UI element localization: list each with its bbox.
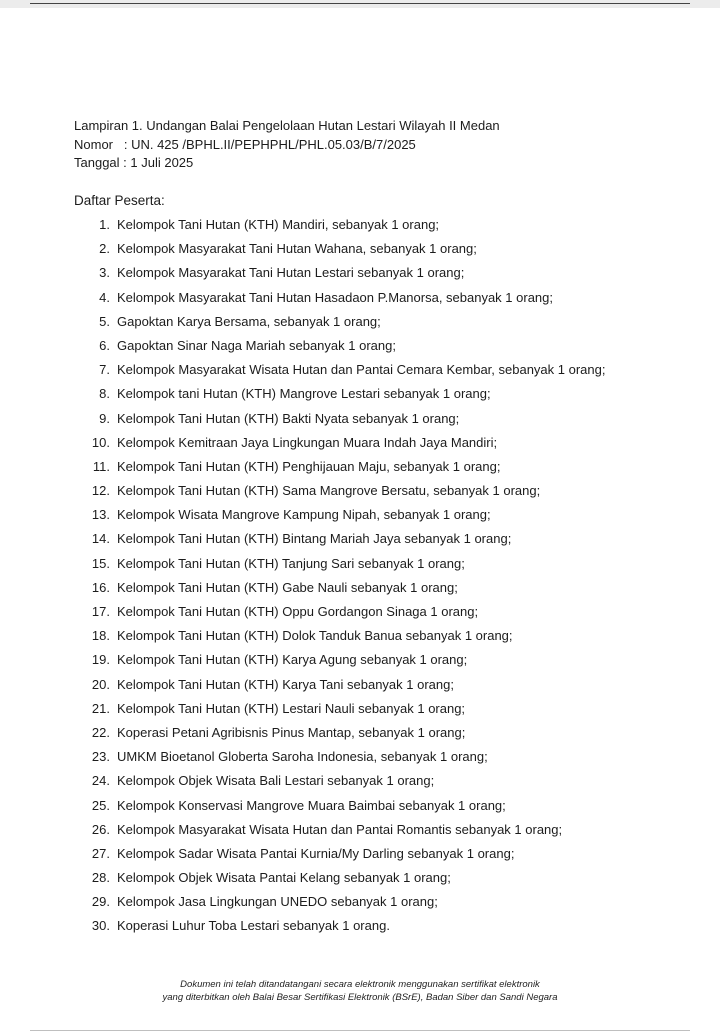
list-item-text: Gapoktan Karya Bersama, sebanyak 1 orang; [117,313,381,329]
list-item-number: 24. [91,773,110,789]
list-item-number: 12. [91,483,110,499]
list-item-text: Kelompok Tani Hutan (KTH) Penghijauan Maju, sebanyak 1 orang; [117,458,501,474]
list-item-text: Kelompok Tani Hutan (KTH) Bakti Nyata sebanyak 1 orang; [117,410,460,426]
list-item-number: 15. [91,555,110,571]
footer-line-1: Dokumen ini telah ditandatangani secara elektronik menggunakan sertifikat elektronik [180,979,540,990]
list-item-text: Kelompok Tani Hutan (KTH) Oppu Gordangon Sinaga 1 orang; [117,604,479,619]
list-item-text: Kelompok Masyarakat Tani Hutan Hasadaon P.Manorsa, sebanyak 1 orang; [117,289,554,305]
list-item-text: Kelompok Tani Hutan (KTH) Tanjung Sari sebanyak 1 orang; [117,555,465,571]
list-item-number: 14. [91,531,110,547]
list-item-number: 30. [91,918,110,934]
list-item [0,431,720,455]
list-item-text: Kelompok Tani Hutan (KTH) Karya Tani sebanyak 1 orang; [117,676,454,692]
list-item [0,673,720,697]
list-item-text: Koperasi Luhur Toba Lestari sebanyak 1 orang. [117,918,390,934]
list-item-number: 3. [99,265,110,281]
list-item-number: 25. [91,797,110,813]
list-item-number: 20. [91,676,110,692]
list-item [0,261,720,285]
list-item [0,286,720,310]
list-item [0,624,720,648]
participant-list-title: Daftar Peserta: [74,193,165,208]
list-item-number: 17. [91,604,110,619]
list-item-number: 4. [99,289,110,305]
list-item [0,866,720,890]
list-item [0,552,720,576]
list-item-number: 19. [91,652,110,668]
e-signature-footer [0,978,720,1004]
list-item-text: Kelompok Masyarakat Tani Hutan Wahana, sebanyak 1 orang; [117,241,477,257]
list-item-number: 21. [91,700,110,716]
bottom-divider [30,1030,690,1031]
list-item [0,576,720,600]
list-item [0,842,720,866]
list-item-text: Kelompok Konservasi Mangrove Muara Baimbai sebanyak 1 orang; [117,797,506,813]
list-item-number: 7. [99,362,110,378]
list-item-text: Kelompok Sadar Wisata Pantai Kurnia/My Darling sebanyak 1 orang; [117,845,515,861]
list-item [0,794,720,818]
list-item-number: 1. [99,217,110,232]
list-item [0,213,720,237]
list-item [0,479,720,503]
number-line: Nomor : UN. 425 /BPHL.II/PEPHPHL/PHL.05.03/B/7/2025 [74,136,416,152]
list-item [0,407,720,431]
list-item-number: 28. [91,870,110,886]
list-item-number: 6. [99,337,110,353]
list-item-text: Kelompok Tani Hutan (KTH) Dolok Tanduk Banua sebanyak 1 orang; [117,628,513,644]
page-top-strip [0,0,720,8]
list-item [0,527,720,551]
list-item-number: 8. [99,386,110,402]
list-item [0,745,720,769]
list-item [0,769,720,793]
list-item [0,358,720,382]
list-item-number: 22. [91,724,110,740]
list-item [0,697,720,721]
list-item-text: Kelompok tani Hutan (KTH) Mangrove Lestari sebanyak 1 orang; [117,386,491,402]
list-item-text: Kelompok Objek Wisata Bali Lestari sebanyak 1 orang; [117,773,435,789]
list-item-text: Gapoktan Sinar Naga Mariah sebanyak 1 orang; [117,337,396,353]
list-item-text: Kelompok Tani Hutan (KTH) Lestari Nauli sebanyak 1 orang; [117,700,466,716]
list-item-number: 29. [91,894,110,910]
document-header [74,117,500,173]
list-item [0,237,720,261]
list-item-number: 13. [91,507,110,523]
list-item-number: 9. [99,410,110,426]
list-item-number: 2. [99,241,110,257]
list-item-text: Kelompok Tani Hutan (KTH) Karya Agung sebanyak 1 orang; [117,652,468,668]
list-item [0,334,720,358]
list-item-text: Kelompok Tani Hutan (KTH) Sama Mangrove Bersatu, sebanyak 1 orang; [117,483,541,499]
list-item-number: 16. [91,579,110,595]
list-item [0,310,720,334]
list-item [0,648,720,672]
list-item-number: 27. [91,845,110,861]
list-item-number: 23. [91,749,110,765]
list-item-text: Kelompok Jasa Lingkungan UNEDO sebanyak 1 orang; [117,894,438,910]
list-item-text: Kelompok Masyarakat Wisata Hutan dan Pantai Cemara Kembar, sebanyak 1 orang; [117,362,606,378]
list-item [0,600,720,624]
date-line: Tanggal : 1 Juli 2025 [74,155,194,170]
list-item [0,721,720,745]
list-item [0,503,720,527]
attachment-line: Lampiran 1. Undangan Balai Pengelolaan Hutan Lestari Wilayah II Medan [74,118,500,133]
list-item-text: Kelompok Tani Hutan (KTH) Mandiri, sebanyak 1 orang; [117,217,440,232]
footer-line-2: yang diterbitkan oleh Balai Besar Sertifikasi Elektronik (BSrE), Badan Siber dan Sandi Negara [162,992,558,1003]
list-item-number: 26. [91,821,110,837]
list-item [0,890,720,914]
top-divider [30,3,690,4]
list-item-text: Kelompok Masyarakat Wisata Hutan dan Pantai Romantis sebanyak 1 orang; [117,821,563,837]
list-item-text: Kelompok Tani Hutan (KTH) Gabe Nauli sebanyak 1 orang; [117,579,458,595]
list-item-text: Kelompok Objek Wisata Pantai Kelang sebanyak 1 orang; [117,870,451,886]
list-item-number: 10. [91,434,110,450]
list-item-text: Koperasi Petani Agribisnis Pinus Mantap, sebanyak 1 orang; [117,724,466,740]
participant-list [0,213,720,939]
list-item [0,914,720,938]
list-item-number: 5. [99,313,110,329]
list-item-text: Kelompok Tani Hutan (KTH) Bintang Mariah Jaya sebanyak 1 orang; [117,531,512,547]
list-item-text: Kelompok Kemitraan Jaya Lingkungan Muara Indah Jaya Mandiri; [117,434,498,450]
list-item-text: UMKM Bioetanol Globerta Saroha Indonesia, sebanyak 1 orang; [117,749,488,765]
list-item [0,382,720,406]
list-item-text: Kelompok Wisata Mangrove Kampung Nipah, sebanyak 1 orang; [117,507,491,523]
list-item [0,818,720,842]
list-item [0,455,720,479]
list-item-text: Kelompok Masyarakat Tani Hutan Lestari sebanyak 1 orang; [117,265,465,281]
list-item-number: 18. [91,628,110,644]
list-item-number: 11. [92,458,110,474]
